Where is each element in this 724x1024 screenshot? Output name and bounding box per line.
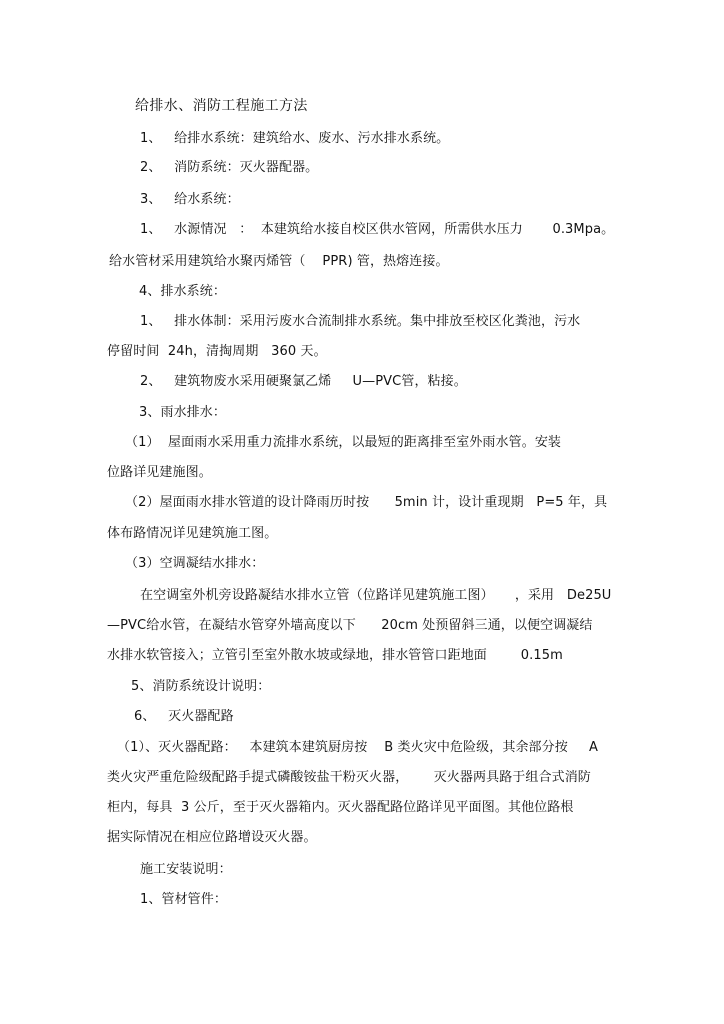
text-line: 3、 给水系统： — [140, 192, 240, 207]
text-line: 在空调室外机旁设路凝结水排水立管（位路详见建筑施工图） ，采用 De25U — [140, 588, 612, 603]
text-line: 4、排水系统： — [139, 284, 226, 299]
text-line: 1、管材管件： — [140, 892, 227, 907]
text-line: 水排水软管接入；立管引至室外散水坡或绿地，排水管管口距地面 0.15m — [107, 648, 563, 663]
document-title: 给排水、消防工程施工方法 — [135, 98, 308, 114]
text-line: 给水管材采用建筑给水聚丙烯管（ PPR) 管，热熔连接。 — [109, 254, 449, 269]
text-line: 类火灾严重危险级配路手提式磷酸铵盐干粉灭火器， 灭火器两具路于组合式消防 — [107, 770, 591, 785]
text-line: —PVC给水管，在凝结水管穿外墙高度以下 20cm 处预留斜三通，以便空调凝结 — [107, 618, 593, 633]
text-line: 6、 灭火器配路 — [134, 709, 234, 724]
text-line: 据实际情况在相应位路增设灭火器。 — [107, 830, 317, 845]
text-line: （3）空调凝结水排水： — [125, 556, 265, 571]
text-line: （2）屋面雨水排水管道的设计降雨历时按 5min 计，设计重现期 P=5 年，具 — [125, 495, 608, 510]
text-line: 停留时间 24h，清掏周期 360 天。 — [107, 344, 327, 359]
text-line: （1） 屋面雨水采用重力流排水系统，以最短的距离排至室外雨水管。安装 — [125, 435, 562, 450]
text-line: 3、雨水排水： — [139, 405, 226, 420]
text-line: 2、 建筑物废水采用硬聚氯乙烯 U—PVC管，粘接。 — [140, 374, 467, 389]
text-line: 2、 消防系统：灭火器配器。 — [140, 160, 319, 175]
text-line: 1、 水源情况 ： 本建筑给水接自校区供水管网，所需供水压力 0.3Mpa。 — [140, 222, 615, 237]
text-line: 1、 给排水系统：建筑给水、废水、污水排水系统。 — [140, 131, 450, 146]
text-line: 体布路情况详见建筑施工图。 — [107, 526, 278, 541]
text-line: 5、消防系统设计说明： — [131, 679, 271, 694]
text-line: 1、 排水体制：采用污废水合流制排水系统。集中排放至校区化粪池，污水 — [140, 314, 581, 329]
text-line: （1）、灭火器配路： 本建筑本建筑厨房按 B 类火灾中危险级，其余部分按 A — [117, 740, 599, 755]
text-line: 施工安装说明： — [140, 862, 232, 877]
text-line: 位路详见建施图。 — [107, 465, 212, 480]
text-line: 柜内，每具 3 公斤，至于灭火器箱内。灭火器配路位路详见平面图。其他位路根 — [107, 800, 574, 815]
